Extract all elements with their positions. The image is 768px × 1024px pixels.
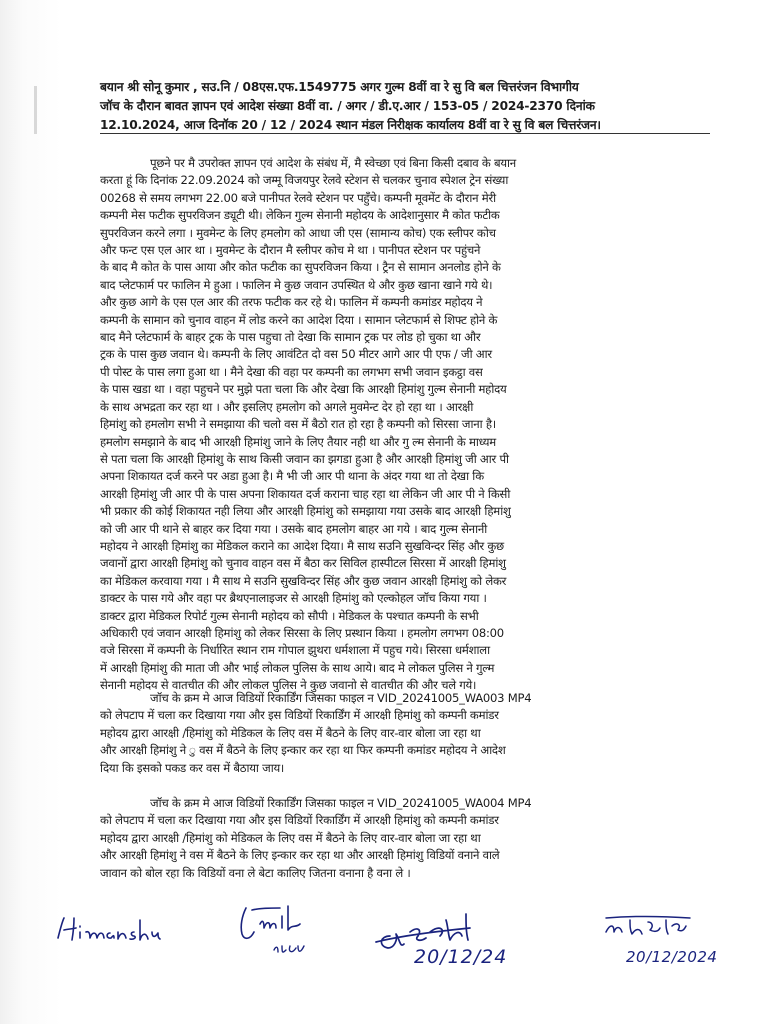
p2-line: को लेपटाप में चला कर दिखाया गया और इस विडियों रिकार्डिंग में आरक्षी हिमांशु को कम्पनी कमांडर (100, 708, 499, 723)
header-line-3: 12.10.2024, आज दिनॉक 20 / 12 / 2024 स्थान मंडल निरीक्षक कार्यालय 8वीं वा रे सु वि बल चित्तरंजन। (100, 118, 601, 132)
signature-4-date: 20/12/2024 (626, 948, 718, 966)
p1-line: के पास खडा था । वहा पहुचने पर मुझे पता चला कि और देखा कि आरक्षी हिमांशु गुल्म सेनानी महोदय (100, 382, 507, 397)
punch-hole-mark (34, 86, 37, 134)
p1-line: और कुछ आगे के एस एल आर की तरफ फटीक कर रहे थे। फालिन में कम्पनी कमांडर महोदय ने (100, 295, 483, 310)
p1-line: आरक्षी हिमांशु जी आर पी के पास अपना शिकायत दर्ज कराना चाह रहा था लेकिन जी आर पी ने किसी (100, 486, 511, 501)
p3-line: जॉच के क्रम मे आज विडियों रिकार्डिंग जिसका फाइल न VID_20241005_WA004 MP4 (150, 796, 532, 810)
p1-line: सेनानी महोदय से वातचीत की और लोकल पुलिस ने कुछ जवानो से वातचीत की और चले गये। (100, 678, 477, 693)
p1-line: हमलोग समझाने के बाद भी आरक्षी हिमांशु जाने के लिए तैयार नही था और गु ल्म सेनानी के माध्यम (100, 434, 496, 449)
p1-line: अधिकारी एवं जवान आरक्षी हिमांशु को लेकर सिरसा के लिए प्रस्थान किया । हमलोग लगभग 08:00 (100, 625, 504, 640)
p1-line: को जी आर पी थाने से बाहर कर दिया गया । उसके बाद हमलोग बाहर आ गये । बाद गुल्म सेनानी (100, 521, 488, 536)
signature-3 (370, 906, 508, 976)
signature-4-ink (600, 908, 710, 944)
p1-line: ट्रक के पास कुछ जवान थे। कम्पनी के लिए आवंटित दो वस 50 मीटर आगे आर पी एफ / जी आर (100, 347, 492, 362)
p1-line: डाक्टर के पास गये और वहा पर ब्रैथएनालाइजर से आरक्षी हिमांशु को एल्कोहल जॉच किया गया । (100, 591, 487, 606)
p1-line: बाद मैने प्लेटफार्म के बाहर ट्रक के पास पहुचा तो देखा कि सामान ट्रक पर लोड हो चुका था और (100, 330, 481, 345)
statement-paragraph-1 (100, 155, 700, 695)
p1-line: कम्पनी के सामान को चुनाव वाहन में लोड करने का आदेश दिया । सामान प्लेटफार्म से शिफ्ट होने के (100, 312, 498, 327)
p1-line: महोदय ने आरक्षी हिमांशु का मेडिकल कराने का आदेश दिया। मै साथ सउनि सुखविन्दर सिंह और कुछ (100, 538, 504, 553)
p1-line: के बाद मै कोत के पास आया और कोत फटीक का सुपरविजन किया । ट्रैन से सामान अनलोड होने के (100, 260, 501, 275)
header-underline (100, 133, 710, 134)
p1-line: सुपरविजन करने लगा । मुवमेन्ट के लिए हमलोग को आधा जी एस (सामान्य कोच) एक स्लीपर कोच (100, 225, 496, 240)
signature-3-date: 20/12/24 (414, 946, 508, 968)
statement-header (100, 78, 700, 135)
signature-row (40, 900, 740, 990)
header-line-2: जॉच के दौरान बावत ज्ञापन एवं आदेश संख्या 8वीं वा. / अगर / डी.ए.आर / 153-05 / 2024-2370 दिनांक (100, 99, 595, 113)
signature-2-ink (230, 902, 350, 966)
signature-2 (230, 902, 350, 966)
p1-line: डाक्टर द्वारा मेडिकल रिपोर्ट गुल्म सेनानी महोदय को सौपी । मेडिकल के पश्चात कम्पनी के सभी (100, 608, 479, 623)
p2-line: और आरक्षी हिमांशु ने ु वस में बैठने के लिए इन्कार कर रहा था फिर कम्पनी कमांडर महोदय ने आदेश (100, 743, 506, 758)
p2-line: महोदय द्वारा आरक्षी /हिमांशु को मेडिकल के लिए वस में बैठने के लिए वार-वार बोला जा रहा था (100, 725, 481, 740)
signature-1 (54, 912, 164, 948)
p3-line: महोदय द्वारा आरक्षी /हिमांशु को मेडिकल के लिए वस में बैठने के लिए वार-वार बोला जा रहा था (100, 830, 481, 845)
p1-line: में आरक्षी हिमांशु की माता जी और भाई लोकल पुलिस के साथ आये। बाद मे लोकल पुलिस ने गुल्म (100, 660, 495, 675)
p1-line: हिमांशु को हमलोग सभी ने समझाया की चलो वस में बैठो रात हो रहा है कम्पनी को सिरसा जाना है। (100, 417, 496, 432)
statement-paragraph-3 (100, 795, 700, 882)
statement-paragraph-2 (100, 690, 700, 777)
p3-line: जावान को बोल रहा कि विडियों वना ले बेटा कालिए जितना वनाना है वना ले । (100, 865, 411, 880)
p1-line: पूछने पर मै उपरोक्त ज्ञापन एवं आदेश के संबंध में, मै स्वेच्छा एवं बिना किसी दबाव के बयान (150, 156, 516, 170)
p2-line: दिया कि इसको पकड कर वस में बैठाया जाय। (100, 760, 285, 775)
p1-line: करता हूं कि दिनांक 22.09.2024 को जम्मू विजयपुर रेलवे स्टेशन से चलकर चुनाव स्पेशल ट्रेन संख्या (100, 173, 509, 188)
signature-1-ink (54, 912, 164, 948)
p1-line: अपना शिकायत दर्ज करने पर अडा हुआ है। मै भी जी आर पी थाना के अंदर गया था तो देखा कि (100, 469, 484, 484)
p1-line: 00268 से समय लगभग 22.00 बजे पानीपत रेलवे स्टेशन पर पहुँचे। कम्पनी मूवमेंट के दौरान मेरी (100, 190, 496, 205)
p1-line: बाद प्लेटफार्म पर फालिन मे हुआ । फालिन मे कुछ जवान उपस्थित थे और कुछ खाना खाने गये थे। (100, 277, 493, 292)
p1-line: कम्पनी मेस फटीक सुपरविजन ड्यूटी थी। लेकिन गुल्म सेनानी महोदय के आदेशानुसार मै कोत फटीक (100, 208, 500, 223)
p1-line: का मेडिकल करवाया गया । मै साथ मे सउनि सुखविन्दर सिंह और कुछ जवान आरक्षी हिमांशु को लेकर (100, 573, 507, 588)
p3-line: को लेपटाप में चला कर दिखाया गया और इस विडियों रिकार्डिंग में आरक्षी हिमांशु को कम्पनी कमांडर (100, 813, 499, 828)
p1-line: से पता चला कि आरक्षी हिमांशु के साथ किसी जवान का झगडा हुआ है और आरक्षी हिमांशु जी आर पी (100, 451, 509, 466)
header-line-1: बयान श्री सोनू कुमार , सउ.नि / 08एस.एफ.1549775 अगर गुल्म 8वीं वा रे सु वि बल चित्तरंजन विभागीय (100, 80, 579, 94)
p2-line: जॉच के क्रम मे आज विडियों रिकार्डिंग जिसका फाइल न VID_20241005_WA003 MP4 (150, 691, 532, 705)
signature-4 (600, 908, 718, 966)
p3-line: और आरक्षी हिमांशु ने वस में बैठने के लिए इन्कार कर रहा था और आरक्षी हिमांशु विडियों वनाने वाले (100, 848, 500, 863)
p1-line: भी प्रकार की कोई शिकायत नही लिया और आरक्षी हिमांशु को समझाया गया उसके बाद आरक्षी हिमांशु (100, 504, 511, 519)
p1-line: पी पोस्ट के पास लगा हुआ था । मैने देखा की वहा पर कम्पनी का लगभग सभी जवान इकट्ठा वस (100, 364, 483, 379)
p1-line: जवानों द्वारा आरक्षी हिमांशु को चुनाव वाहन वस में बैठा कर सिविल हास्पीटल सिरसा में आरक्षी हिमांशु (100, 556, 506, 571)
p1-line: वजे सिरसा में कम्पनी के निर्धारित स्थान राम गोपाल झुथरा धर्मशाला में पहुच गये। सिरसा धर्मशाला (100, 643, 490, 658)
p1-line: के साथ अभद्रता कर रहा था । और इसलिए हमलोग को अगले मुवमेन्ट देर हो रहा था । आरक्षी (100, 399, 474, 414)
p1-line: और फन्ट एस एल आर था । मुवमेन्ट के दौरान मै स्लीपर कोच मे था । पानीपत स्टेशन पर पहुंचने (100, 243, 481, 258)
